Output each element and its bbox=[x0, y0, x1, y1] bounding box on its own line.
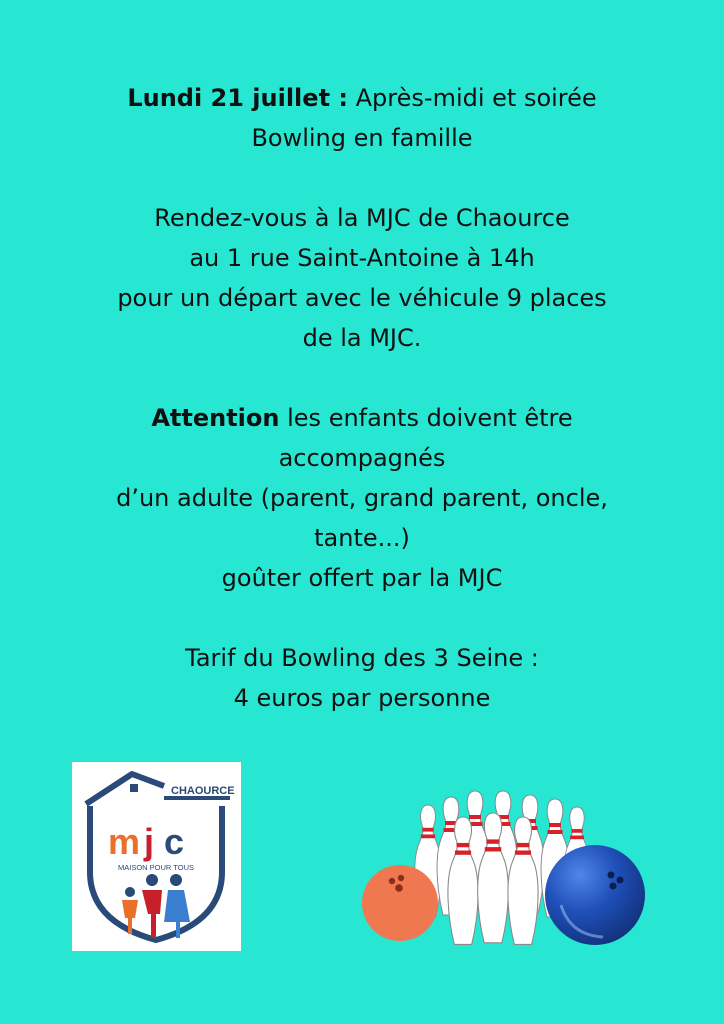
price-line-2: 4 euros par personne bbox=[233, 684, 491, 712]
blue-bowling-ball-icon bbox=[545, 845, 645, 945]
bowling-graphic bbox=[355, 785, 655, 955]
price-line-1: Tarif du Bowling des 3 Seine : bbox=[185, 644, 539, 672]
chimney-shape bbox=[130, 784, 138, 792]
notice-line-3: d’un adulte (parent, grand parent, oncle, bbox=[116, 484, 608, 512]
notice-line-4: tante...) bbox=[314, 524, 410, 552]
logo-tagline: MAISON POUR TOUS bbox=[118, 863, 194, 872]
event-date: Lundi 21 juillet : bbox=[127, 84, 348, 112]
mjc-logo-graphic bbox=[72, 762, 241, 951]
meeting-line-1: Rendez-vous à la MJC de Chaource bbox=[154, 204, 570, 232]
logo-letter-c: c bbox=[164, 821, 185, 862]
meeting-line-3: pour un départ avec le véhicule 9 places bbox=[117, 284, 607, 312]
logo-letter-m: m bbox=[108, 821, 141, 862]
event-title-line bbox=[0, 78, 724, 118]
meeting-line-4: de la MJC. bbox=[302, 324, 422, 352]
notice-line-5: goûter offert par la MJC bbox=[221, 564, 503, 592]
orange-bowling-ball-icon bbox=[362, 865, 438, 941]
roof-shape bbox=[86, 774, 164, 804]
logo-town: CHAOURCE bbox=[171, 785, 235, 797]
event-subtitle: Bowling en famille bbox=[251, 124, 473, 152]
flyer-text bbox=[0, 78, 724, 718]
event-title: Après-midi et soirée bbox=[355, 84, 597, 112]
meeting-line-2: au 1 rue Saint-Antoine à 14h bbox=[189, 244, 535, 272]
notice-line-1 bbox=[0, 398, 724, 438]
notice-line-2: accompagnés bbox=[278, 444, 446, 472]
notice-text: les enfants doivent être bbox=[287, 404, 573, 432]
notice-attention: Attention bbox=[151, 404, 280, 432]
logo-letter-j: j bbox=[144, 821, 155, 862]
bowling-illustration bbox=[355, 785, 655, 955]
mjc-logo bbox=[72, 762, 241, 951]
